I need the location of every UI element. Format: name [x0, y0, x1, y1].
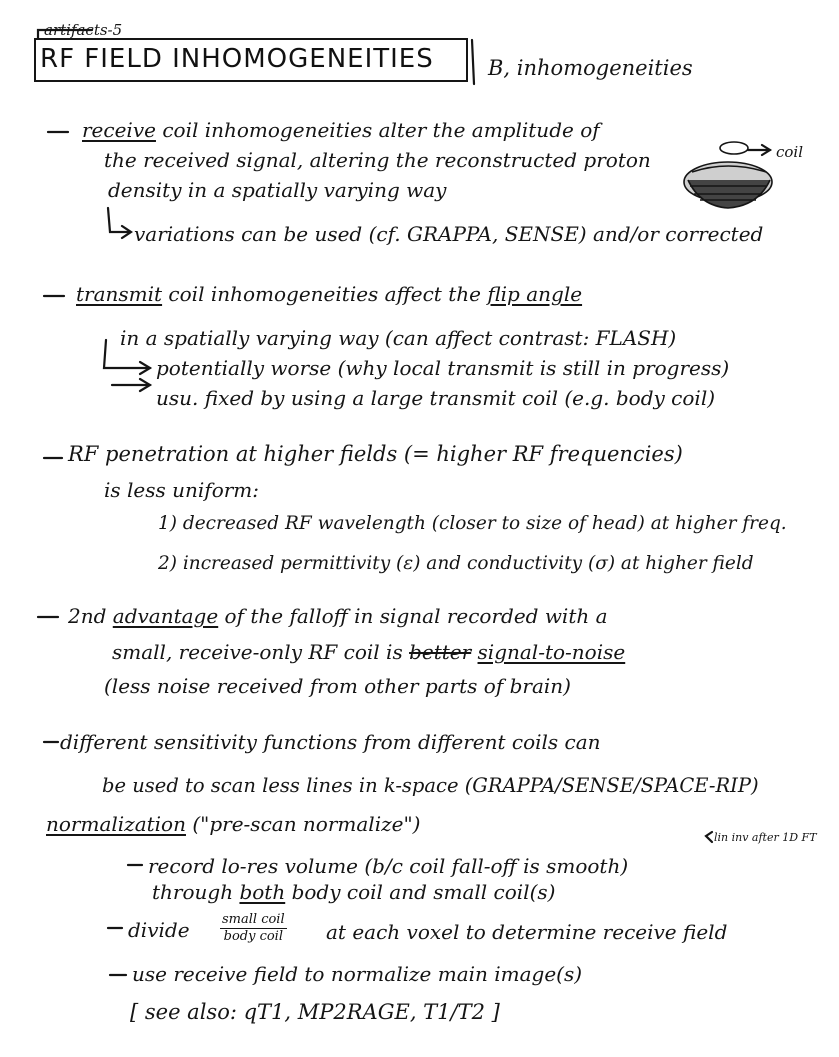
adv-line-2 [112, 640, 625, 664]
receive-line-1 [82, 118, 600, 142]
lin-inv-note: lin inv after 1D FT [714, 831, 817, 844]
norm-line-3 [152, 880, 555, 904]
adv-prefix: 2nd [68, 604, 113, 628]
receive-rest: coil inhomogeneities alter the amplitude of [155, 118, 600, 142]
see-also: [ see also: qT1, MP2RAGE, T1/T2 ] [130, 1000, 500, 1024]
diff-line-2: be used to scan less lines in k-space (GRAPPA/SENSE/SPACE-RIP) [102, 774, 759, 797]
receive-line-3: density in a spatially varying way [108, 178, 447, 202]
transmit-mid: coil inhomogeneities affect the [162, 282, 488, 306]
divide-word: divide [128, 918, 190, 942]
norm-coils: body coil and small coil(s) [285, 880, 556, 904]
norm-line-4: at each voxel to determine receive field [326, 920, 728, 944]
coil-label: coil [776, 143, 804, 161]
norm-line-2: record lo-res volume (b/c coil fall-off is smooth) [148, 854, 629, 878]
rf-line-2: is less uniform: [104, 478, 259, 502]
adv-line-3: (less noise received from other parts of brain) [104, 674, 571, 698]
transmit-line-4: usu. fixed by using a large transmit coil (e.g. body coil) [156, 386, 716, 410]
transmit-line-1 [76, 282, 582, 306]
rf-line-4: 2) increased permittivity (ε) and conductivity (σ) at higher field [158, 553, 754, 574]
transmit-word: transmit [76, 282, 163, 306]
better-word: better [409, 640, 472, 664]
receive-line-2: the received signal, altering the reconstructed proton [104, 148, 651, 172]
norm-line-1 [46, 812, 420, 836]
fraction [220, 912, 287, 945]
receive-word: receive [82, 118, 156, 142]
advantage-word: advantage [112, 604, 219, 628]
transmit-line-2: in a spatially varying way (can affect contrast: FLASH) [120, 326, 677, 350]
norm-line-5: use receive field to normalize main image(s) [132, 962, 583, 986]
adv-rest: of the falloff in signal recorded with a [218, 604, 608, 628]
fraction-numerator: small coil [222, 912, 285, 927]
fraction-denominator: body coil [223, 929, 283, 944]
signal-to-noise: signal-to-noise [477, 640, 626, 664]
normalization-word: normalization [46, 812, 186, 836]
artifacts-tag: artifacts-5 [44, 21, 123, 39]
diff-line-1: different sensitivity functions from different coils can [60, 730, 601, 754]
title-end-bar [472, 40, 474, 84]
receive-line-4: variations can be used (cf. GRAPPA, SENSE) and/or corrected [134, 222, 764, 246]
page-title: RF FIELD INHOMOGENEITIES [40, 44, 434, 74]
norm-through: through [152, 880, 240, 904]
rf-line-3: 1) decreased RF wavelength (closer to size of head) at higher freq. [158, 513, 787, 534]
norm-rest: ("pre-scan normalize") [185, 812, 421, 836]
transmit-line-3: potentially worse (why local transmit is still in progress) [156, 356, 730, 380]
rf-line-1: RF penetration at higher fields (= higher RF frequencies) [68, 442, 683, 466]
both-word: both [239, 880, 286, 904]
adv-line-1 [68, 604, 608, 628]
flip-angle: flip angle [487, 282, 583, 306]
adv-mid: small, receive-only RF coil is [112, 640, 410, 664]
coil-sketch [684, 142, 772, 208]
subtitle: B, inhomogeneities [488, 56, 693, 80]
